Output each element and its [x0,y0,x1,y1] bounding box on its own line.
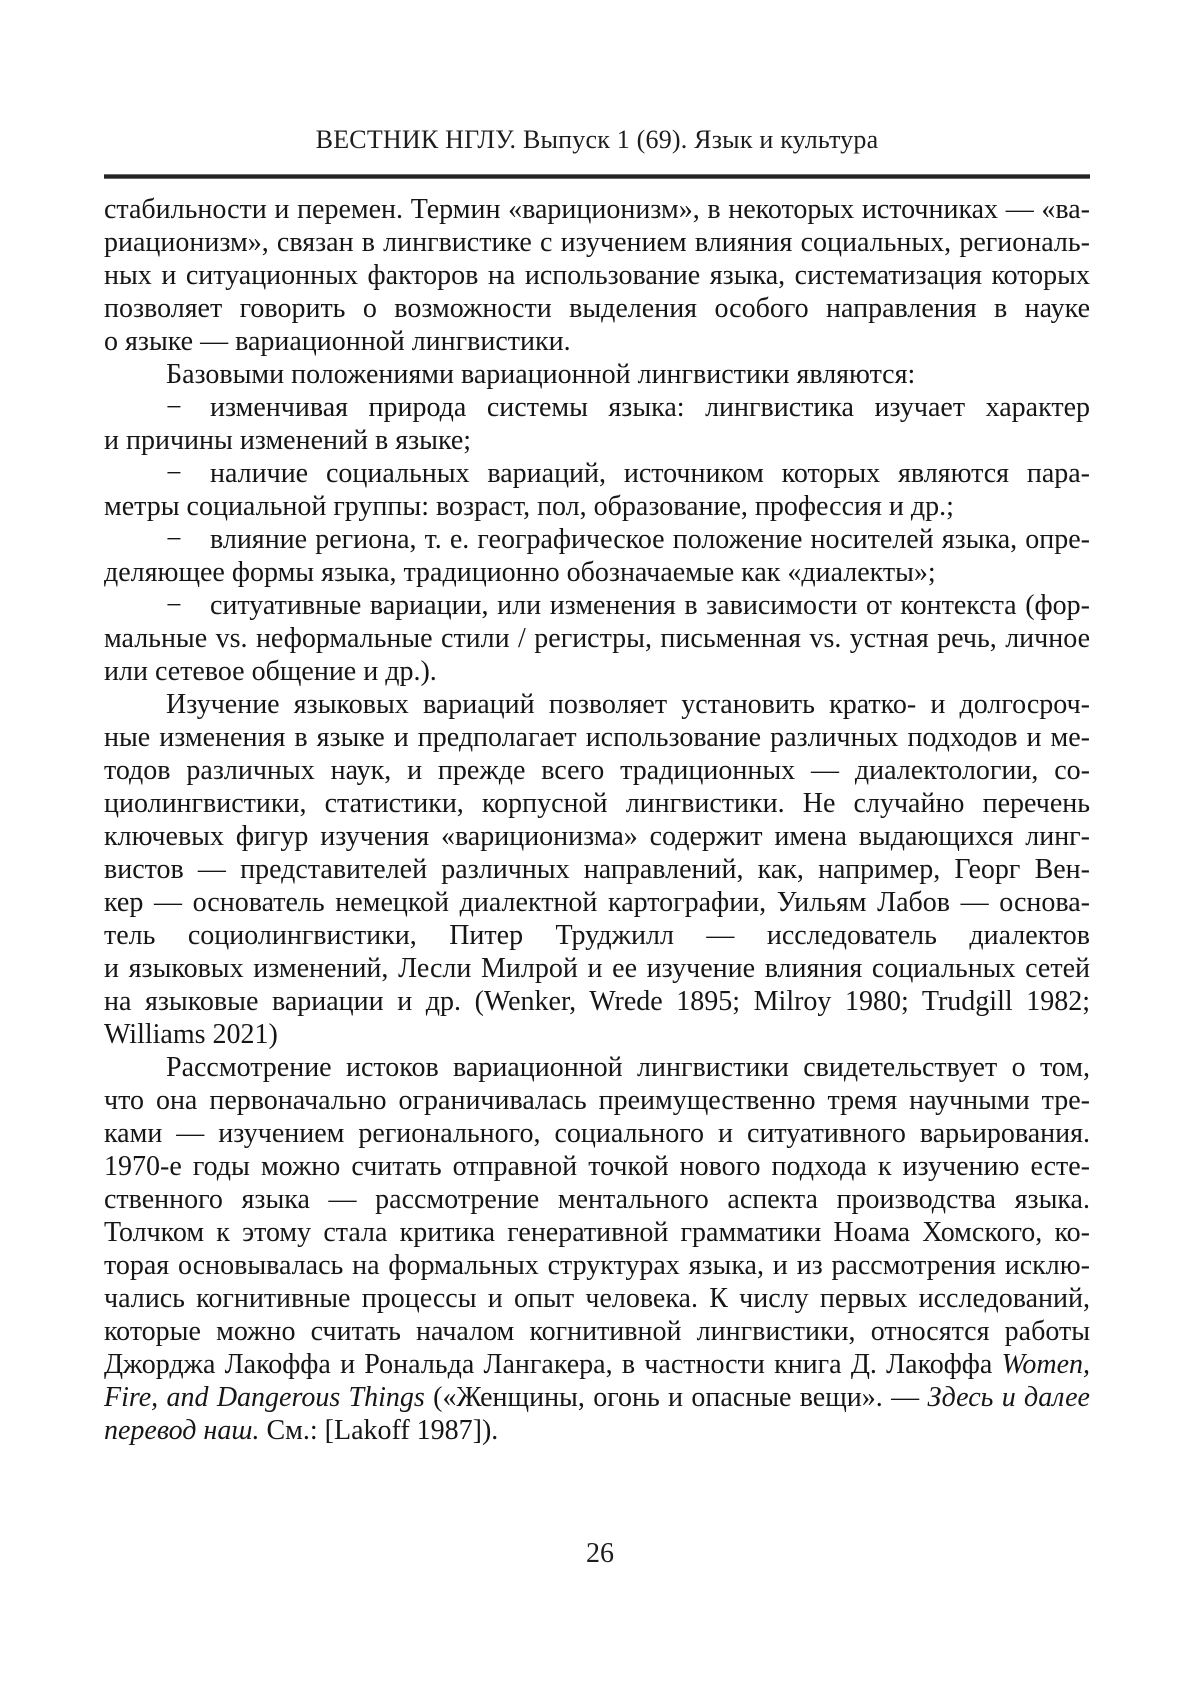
text-line [104,292,1090,325]
text-line [104,424,1090,457]
italic-text: перевод наш. [104,1415,260,1446]
text-line [104,523,1090,556]
list-item [104,523,1090,589]
text-line [104,490,1090,523]
text-line [104,985,1090,1018]
text-segment: ных и ситуационных факторов на использование языка, систематизация которых [104,260,1090,291]
paragraph [104,1051,1090,1447]
list-item [104,391,1090,457]
text-line [104,952,1090,985]
text-line [104,358,1090,391]
text-segment: мальные vs. неформальные стили / регистры, письменная vs. устная речь, личное [104,623,1090,654]
text-line [104,1018,1090,1051]
text-line [104,1216,1090,1249]
text-segment: («Женщины, огонь и опасные вещи». — [424,1382,928,1413]
text-line [104,688,1090,721]
text-segment: Базовыми положениями вариационной лингвистики являются: [166,359,916,390]
text-segment: чались когнитивные процессы и опыт человека. К числу первых исследований, [104,1283,1090,1314]
text-segment: вистов — представителей различных направлений, как, например, Георг Вен- [104,854,1090,885]
text-line [104,325,1090,358]
text-line [104,622,1090,655]
text-segment: Джорджа Лакоффа и Рональда Лангакера, в частности книга Д. Лакоффа [104,1349,1002,1380]
text-line [104,754,1090,787]
page-number: 26 [586,1538,614,1569]
text-line [104,1315,1090,1348]
text-segment: позволяет говорить о возможности выделения особого направления в науке [104,293,1090,324]
text-line [104,1150,1090,1183]
text-segment: кер — основатель немецкой диалектной картографии, Уильям Лабов — основа- [104,887,1090,918]
text-segment: стабильности и перемен. Термин «вариционизм», в некоторых источниках — «ва- [104,194,1090,225]
text-line [104,556,1090,589]
text-segment: Толчком к этому стала критика генеративной грамматики Ноама Хомского, ко- [104,1217,1090,1248]
text-segment: Изучение языковых вариаций позволяет установить кратко- и долгосроч- [166,689,1090,720]
text-line [104,919,1090,952]
body-text [104,193,1090,1447]
list-item [104,457,1090,523]
text-segment: См.: [Lakoff 1987]). [259,1415,499,1446]
text-segment: 1970-е годы можно считать отправной точкой нового подхода к изучению есте- [104,1151,1090,1182]
text-segment: ситуативные вариации, или изменения в зависимости от контекста (фор- [210,590,1090,621]
text-segment: о языке — вариационной лингвистики. [104,326,571,357]
italic-text: Women, [1001,1349,1090,1380]
italic-text: Fire, and Dangerous Things [104,1382,425,1413]
text-segment: ключевых фигур изучения «вариционизма» содержит имена выдающихся линг- [104,821,1090,852]
text-line [104,1414,1090,1447]
list-marker: − [166,590,182,621]
text-line [104,193,1090,226]
text-segment: метры социальной группы: возраст, пол, образование, профессия и др.; [104,491,954,522]
text-segment: Williams 2021) [104,1019,278,1050]
text-segment: и языковых изменений, Лесли Милрой и ее изучение влияния социальных сетей [104,953,1090,984]
text-line [104,1282,1090,1315]
text-line [104,1249,1090,1282]
text-segment: тель социолингвистики, Питер Труджилл — исследователь диалектов [104,920,1090,951]
text-segment: изменчивая природа системы языка: лингвистика изучает характер [210,392,1090,423]
text-line [104,1348,1090,1381]
paragraph [104,688,1090,1051]
header-rule [104,174,1090,179]
text-line [104,1183,1090,1216]
text-segment: циолингвистики, статистики, корпусной лингвистики. Не случайно перечень [104,788,1090,819]
text-line [104,1084,1090,1117]
text-line [104,391,1090,424]
text-line [104,226,1090,259]
text-line [104,886,1090,919]
italic-text: Здесь и далее [927,1382,1090,1413]
text-segment: ные изменения в языке и предполагает использование различных подходов и ме- [104,722,1090,753]
text-segment: и причины изменений в языке; [104,425,472,456]
text-segment: на языковые вариации и др. (Wenker, Wrede 1895; Milroy 1980; Trudgill 1982; [104,986,1090,1017]
text-line [104,1051,1090,1084]
text-segment: тодов различных наук, и прежде всего традиционных — диалектологии, со- [104,755,1090,786]
text-segment: Рассмотрение истоков вариационной лингвистики свидетельствует о том, [166,1052,1090,1083]
list-item [104,589,1090,688]
paragraph [104,193,1090,358]
text-segment: ственного языка — рассмотрение ментального аспекта производства языка. [104,1184,1090,1215]
text-line [104,589,1090,622]
text-segment: деляющее формы языка, традиционно обозначаемые как «диалекты»; [104,557,936,588]
running-header: ВЕСТНИК НГЛУ. Выпуск 1 (69). Язык и культура [315,125,879,154]
text-line [104,1381,1090,1414]
text-line [104,820,1090,853]
list-marker: − [166,458,182,489]
text-line [104,787,1090,820]
text-segment: риационизм», связан в лингвистике с изучением влияния социальных, региональ- [104,227,1090,258]
text-segment: наличие социальных вариаций, источником которых являются пара- [210,458,1090,489]
text-line [104,853,1090,886]
text-segment: влияние региона, т. е. географическое положение носителей языка, опре- [210,524,1090,555]
text-line [104,655,1090,688]
text-segment: или сетевое общение и др.). [104,656,437,687]
text-line [104,1117,1090,1150]
text-line [104,259,1090,292]
text-segment: что она первоначально ограничивалась преимущественно тремя научными тре- [104,1085,1090,1116]
text-line [104,721,1090,754]
text-line [104,457,1090,490]
paragraph [104,358,1090,391]
text-segment: ками — изучением регионального, социального и ситуативного варьирования. [104,1118,1090,1149]
list-marker: − [166,524,182,555]
text-segment: торая основывалась на формальных структурах языка, и из рассмотрения исклю- [104,1250,1090,1281]
text-segment: которые можно считать началом когнитивной лингвистики, относятся работы [104,1316,1090,1347]
list-marker: − [166,392,182,423]
